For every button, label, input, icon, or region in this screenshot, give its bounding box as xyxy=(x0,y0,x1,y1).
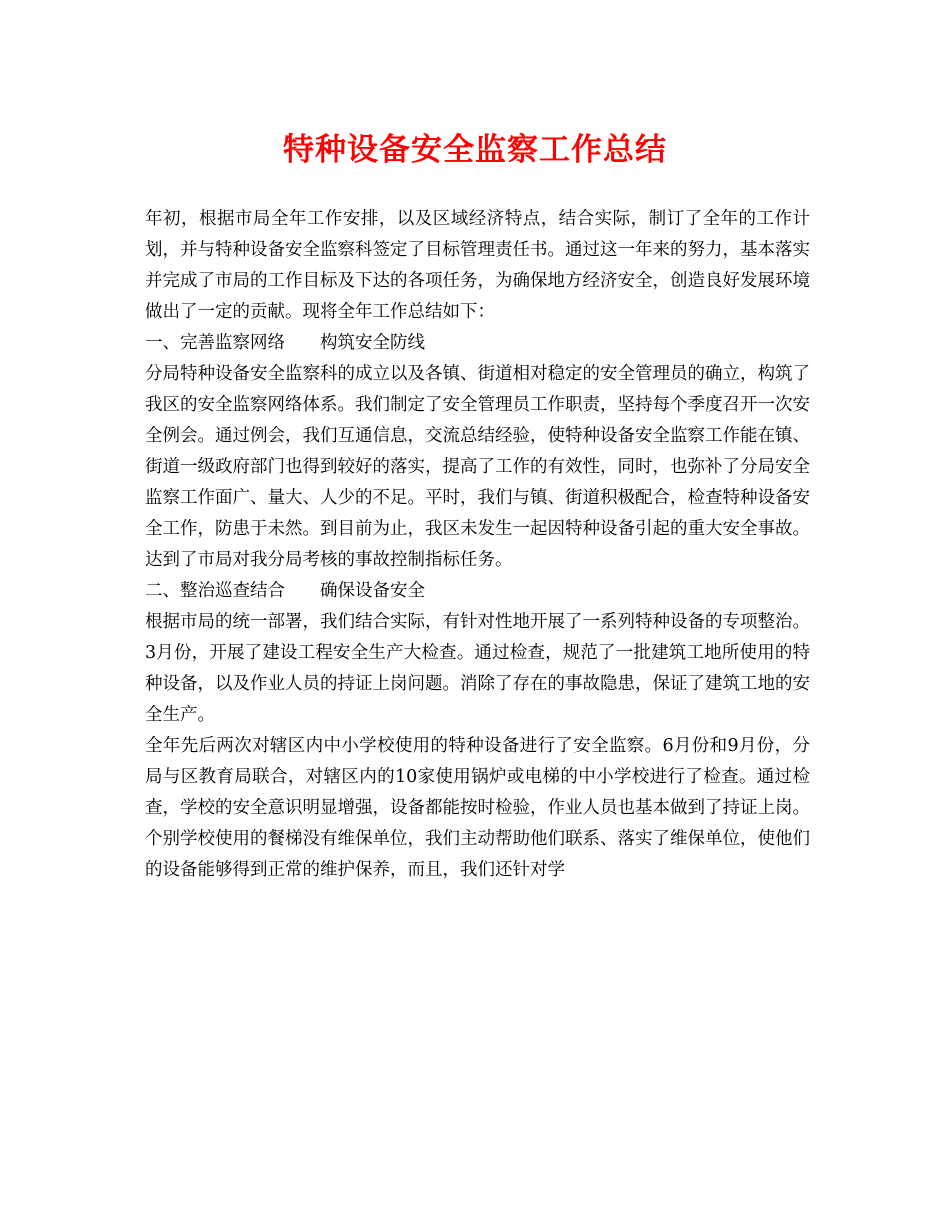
document-title: 特种设备安全监察工作总结 xyxy=(283,132,667,168)
paragraph-school-inspection: 全年先后两次对辖区内中小学校使用的特种设备进行了安全监察。6月份和9月份，分局与区教育局联合，对辖区内的10家使用锅炉或电梯的中小学校进行了检查。通过检查，学校的安全意识明显增强，设备都能按时检验，作业人员也基本做到了持证上岗。个别学校使用的餐梯没有维保单位，我们主动帮助他们联系、落实了维保单位，使他们的设备能够得到正常的维护保养，而且，我们还针对学 xyxy=(145,736,810,880)
section-heading-1: 一、完善监察网络 构筑安全防线 xyxy=(145,333,425,353)
document-body xyxy=(145,204,810,886)
paragraph-network: 分局特种设备安全监察科的成立以及各镇、街道相对稳定的安全管理员的确立，构筑了我区的安全监察网络体系。我们制定了安全管理员工作职责，坚持每个季度召开一次安全例会。通过例会，我们互通信息，交流总结经验，使特种设备安全监察工作能在镇、街道一级政府部门也得到较好的落实，提高了工作的有效性，同时，也弥补了分局安全监察工作面广、量大、人少的不足。平时，我们与镇、街道积极配合，检查特种设备安全工作，防患于未然。到目前为止，我区未发生一起因特种设备引起的重大安全事故。达到了市局对我分局考核的事故控制指标任务。 xyxy=(145,364,810,570)
section-heading-2: 二、整治巡查结合 确保设备安全 xyxy=(145,581,425,601)
paragraph-march-inspection: 3月份，开展了建设工程安全生产大检查。通过检查，规范了一批建筑工地所使用的特种设备，以及作业人员的持证上岗问题。消除了存在的事故隐患，保证了建筑工地的安全生产。 xyxy=(145,643,810,725)
paragraph-intro: 年初，根据市局全年工作安排，以及区域经济特点，结合实际，制订了全年的工作计划，并与特种设备安全监察科签定了目标管理责任书。通过这一年来的努力，基本落实并完成了市局的工作目标及下达的各项任务，为确保地方经济安全，创造良好发展环境做出了一定的贡献。现将全年工作总结如下： xyxy=(145,209,810,322)
paragraph-deployment: 根据市局的统一部署，我们结合实际，有针对性地开展了一系列特种设备的专项整治。 xyxy=(145,612,810,632)
